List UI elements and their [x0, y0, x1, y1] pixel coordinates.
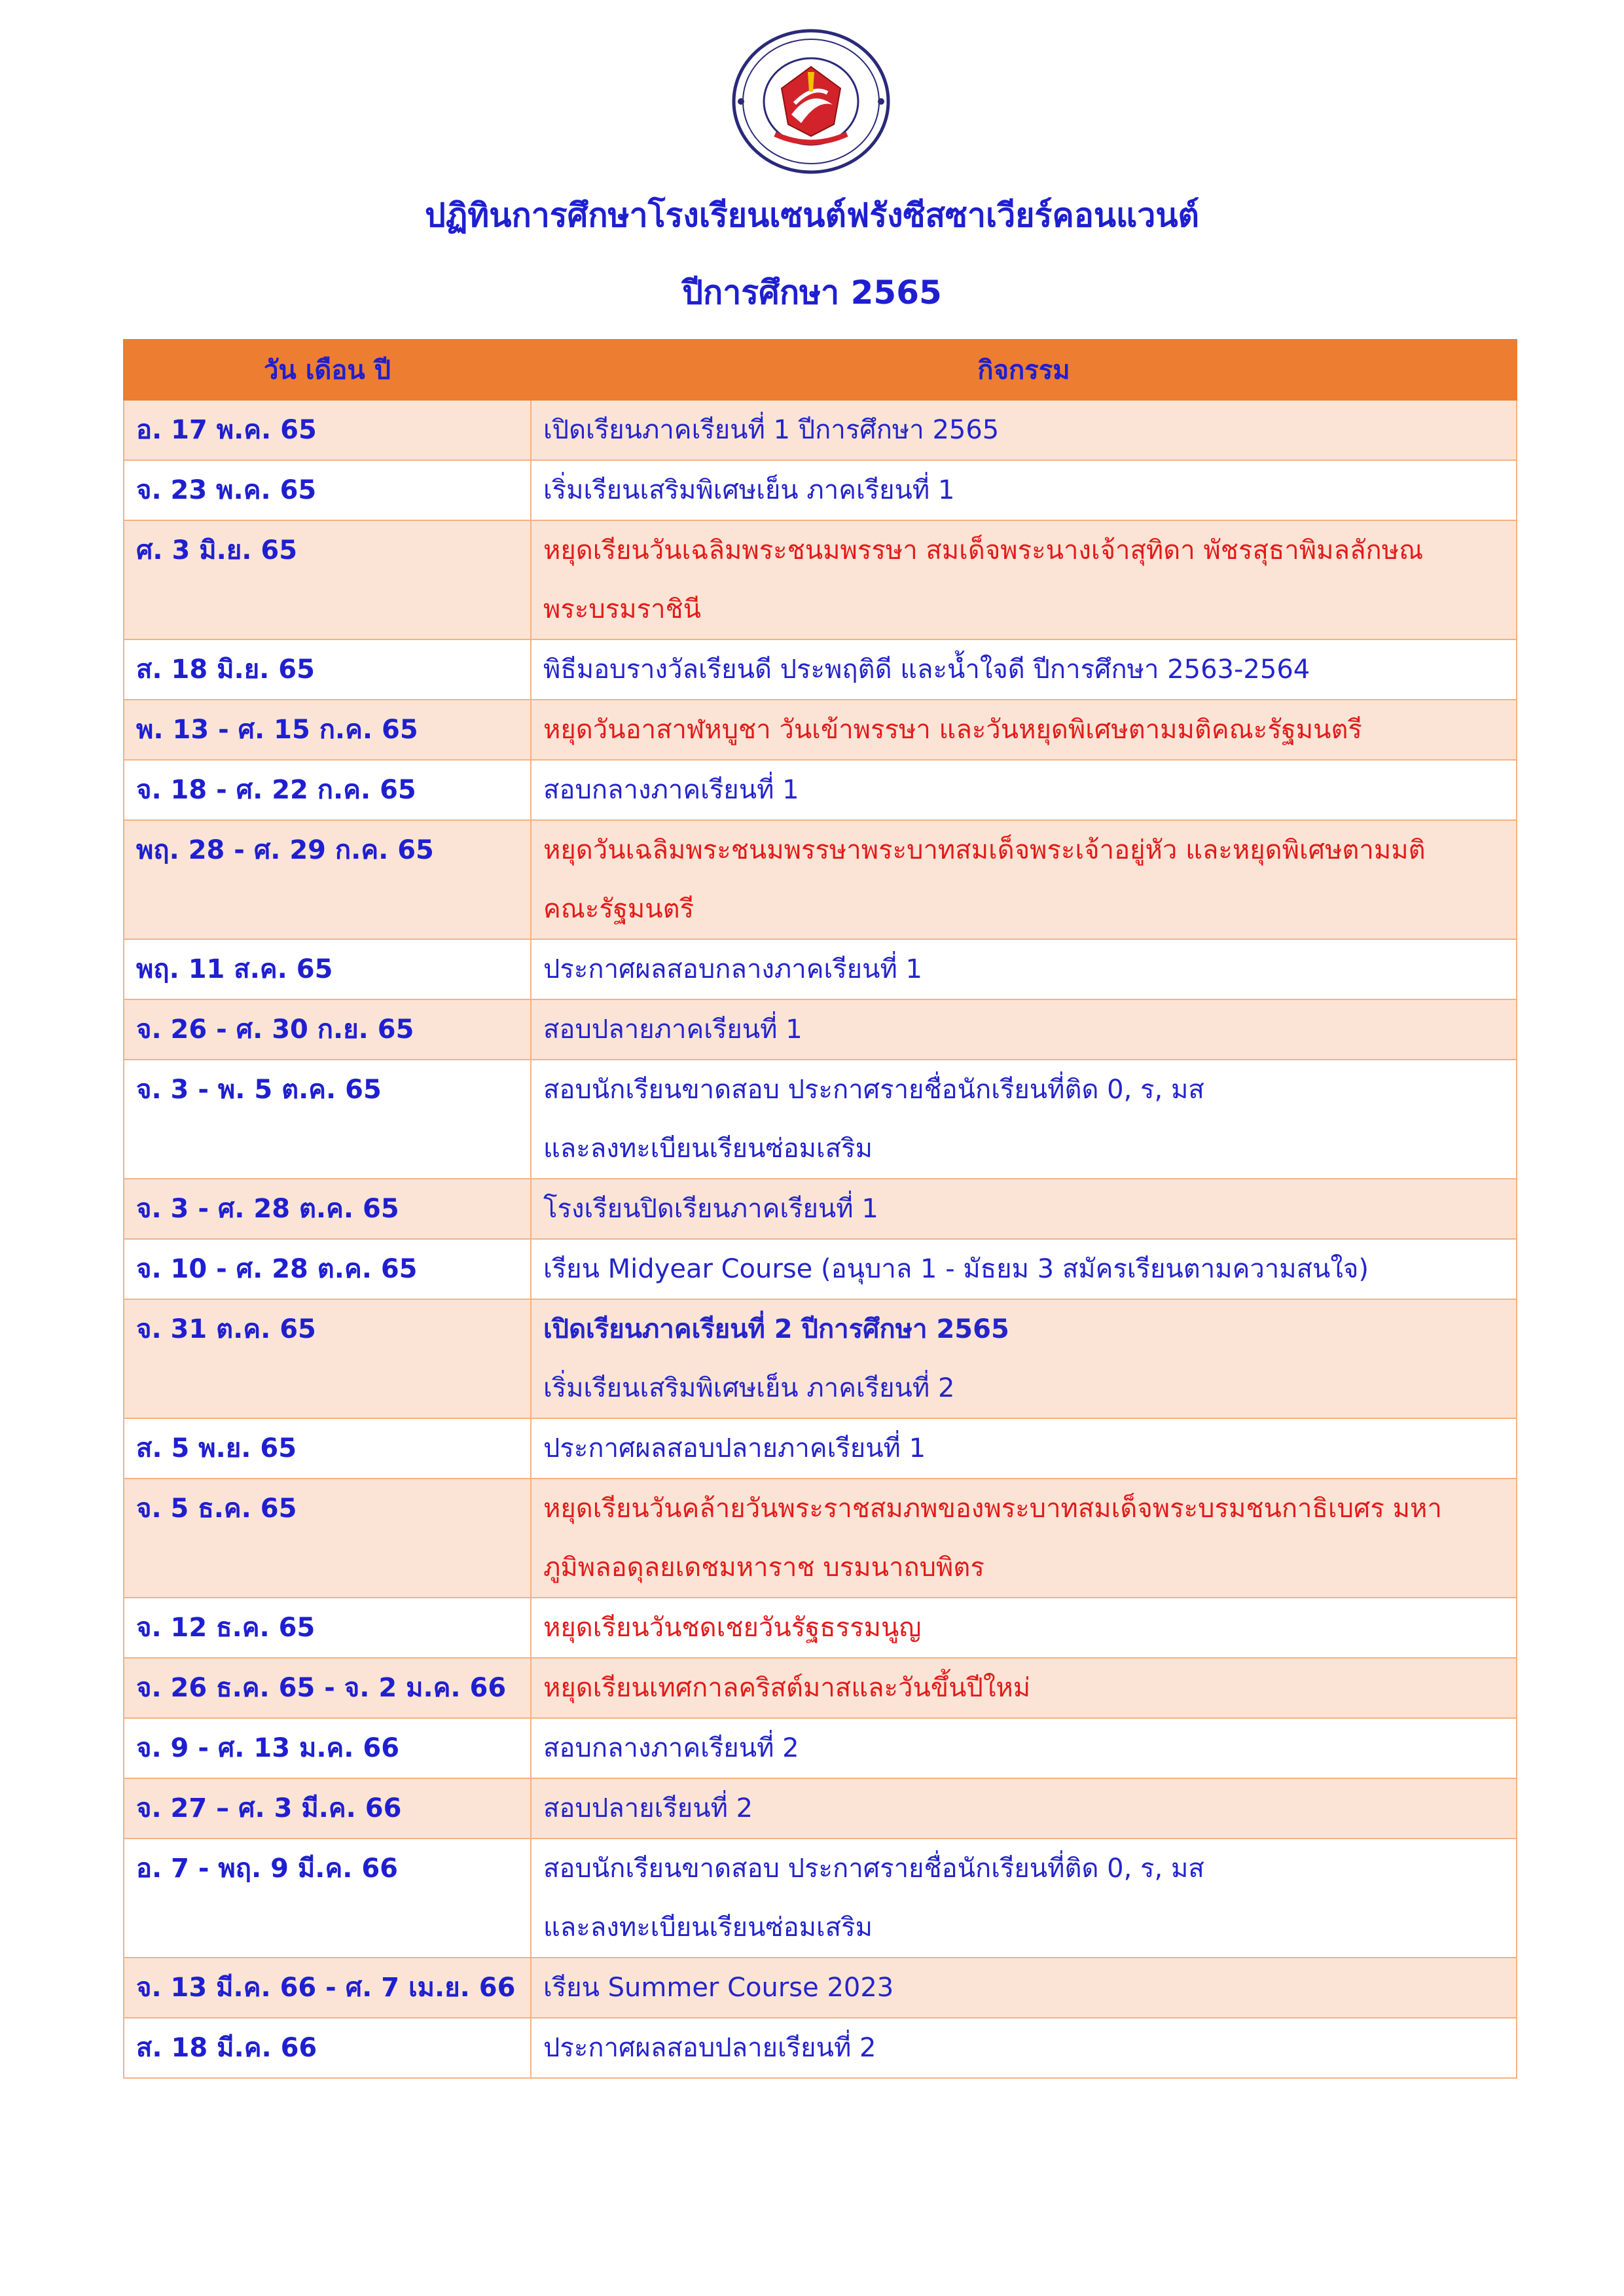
row-activity: [531, 820, 1517, 939]
row-activity: [531, 2018, 1517, 2078]
table-header-row: [124, 340, 1517, 400]
table-row: [124, 1658, 1517, 1718]
activity-line: หยุดเรียนวันคล้ายวันพระราชสมภพของพระบาทสมเด็จพระบรมชนกาธิเบศร มหา: [543, 1494, 1442, 1524]
row-date: พฤ. 11 ส.ค. 65: [124, 939, 531, 999]
row-date: พ. 13 - ศ. 15 ก.ค. 65: [124, 700, 531, 760]
row-activity: [531, 1060, 1517, 1179]
row-date: จ. 31 ต.ค. 65: [124, 1299, 531, 1418]
row-date: จ. 3 - ศ. 28 ต.ค. 65: [124, 1179, 531, 1239]
table-row: [124, 1299, 1517, 1418]
activity-line: เรียน Summer Course 2023: [543, 1973, 894, 2003]
activity-line: ประกาศผลสอบกลางภาคเรียนที่ 1: [543, 954, 922, 984]
row-activity: [531, 1479, 1517, 1598]
table-row: [124, 1239, 1517, 1299]
row-activity: [531, 939, 1517, 999]
row-activity: [531, 760, 1517, 820]
school-logo: [729, 26, 893, 177]
table-row: [124, 639, 1517, 700]
activity-line: หยุดเรียนวันเฉลิมพระชนมพรรษา สมเด็จพระนางเจ้าสุทิดา พัชรสุธาพิมลลักษณ: [543, 535, 1424, 565]
row-activity: [531, 400, 1517, 460]
row-activity: [531, 639, 1517, 700]
row-date: ส. 18 มี.ค. 66: [124, 2018, 531, 2078]
row-activity: [531, 1839, 1517, 1958]
activity-line: หยุดวันอาสาฬหบูชา วันเข้าพรรษา และวันหยุดพิเศษตามมติคณะรัฐมนตรี: [543, 715, 1362, 745]
row-activity: [531, 1958, 1517, 2018]
activity-line: สอบปลายภาคเรียนที่ 1: [543, 1014, 803, 1045]
table-row: [124, 760, 1517, 820]
activity-line: พระบรมราชินี: [543, 594, 702, 624]
activity-line: หยุดวันเฉลิมพระชนมพรรษาพระบาทสมเด็จพระเจ้าอยู่หัว และหยุดพิเศษตามมติ: [543, 835, 1426, 865]
table-row: [124, 460, 1517, 520]
activity-line: คณะรัฐมนตรี: [543, 894, 695, 924]
row-date: ส. 5 พ.ย. 65: [124, 1418, 531, 1479]
row-date: อ. 17 พ.ค. 65: [124, 400, 531, 460]
activity-line: สอบนักเรียนขาดสอบ ประกาศรายชื่อนักเรียนที่ติด 0, ร, มส: [543, 1854, 1204, 1884]
row-date: จ. 13 มี.ค. 66 - ศ. 7 เม.ย. 66: [124, 1958, 531, 2018]
activity-line: ประกาศผลสอบปลายภาคเรียนที่ 1: [543, 1433, 926, 1463]
column-header-date: วัน เดือน ปี: [124, 340, 531, 400]
activity-line: โรงเรียนปิดเรียนภาคเรียนที่ 1: [543, 1194, 878, 1224]
row-activity: [531, 999, 1517, 1060]
activity-line: เปิดเรียนภาคเรียนที่ 1 ปีการศึกษา 2565: [543, 415, 1000, 445]
table-row: [124, 820, 1517, 939]
row-activity: [531, 460, 1517, 520]
activity-line: เริ่มเรียนเสริมพิเศษเย็น ภาคเรียนที่ 2: [543, 1373, 955, 1403]
row-activity: [531, 1658, 1517, 1718]
table-row: [124, 1179, 1517, 1239]
table-row: [124, 1778, 1517, 1839]
page-title: ปฏิทินการศึกษาโรงเรียนเซนต์ฟรังซีสซาเวียร์คอนแวนต์: [425, 196, 1199, 234]
activity-line: เริ่มเรียนเสริมพิเศษเย็น ภาคเรียนที่ 1: [543, 475, 955, 505]
table-row: [124, 1060, 1517, 1179]
table-row: [124, 520, 1517, 639]
row-date: จ. 3 - พ. 5 ต.ค. 65: [124, 1060, 531, 1179]
activity-line: หยุดเรียนเทศกาลคริสต์มาสและวันขึ้นปีใหม่: [543, 1673, 1031, 1703]
activity-line: เปิดเรียนภาคเรียนที่ 2 ปีการศึกษา 2565: [543, 1314, 1009, 1344]
row-date: จ. 10 - ศ. 28 ต.ค. 65: [124, 1239, 531, 1299]
activity-line: สอบปลายเรียนที่ 2: [543, 1793, 753, 1823]
row-date: จ. 5 ธ.ค. 65: [124, 1479, 531, 1598]
row-date: จ. 18 - ศ. 22 ก.ค. 65: [124, 760, 531, 820]
activity-line: พิธีมอบรางวัลเรียนดี ประพฤติดี และน้ำใจดี ปีการศึกษา 2563-2564: [543, 655, 1310, 685]
row-activity: [531, 1718, 1517, 1778]
table-row: [124, 1598, 1517, 1658]
table-row: [124, 400, 1517, 460]
row-activity: [531, 520, 1517, 639]
table-row: [124, 999, 1517, 1060]
page-subtitle: ปีการศึกษา 2565: [682, 274, 942, 312]
table-row: [124, 700, 1517, 760]
row-activity: [531, 1299, 1517, 1418]
row-date: จ. 26 ธ.ค. 65 - จ. 2 ม.ค. 66: [124, 1658, 531, 1718]
table-row: [124, 1418, 1517, 1479]
activity-line: เรียน Midyear Course (อนุบาล 1 - มัธยม 3 สมัครเรียนตามความสนใจ): [543, 1254, 1369, 1284]
activity-line: หยุดเรียนวันชดเชยวันรัฐธรรมนูญ: [543, 1613, 922, 1643]
table-row: [124, 1958, 1517, 2018]
row-date: จ. 26 - ศ. 30 ก.ย. 65: [124, 999, 531, 1060]
row-activity: [531, 1598, 1517, 1658]
activity-line: และลงทะเบียนเรียนซ่อมเสริม: [543, 1134, 873, 1164]
row-date: ส. 18 มิ.ย. 65: [124, 639, 531, 700]
table-row: [124, 939, 1517, 999]
row-date: ศ. 3 มิ.ย. 65: [124, 520, 531, 639]
column-header-activity: กิจกรรม: [531, 340, 1517, 400]
row-activity: [531, 700, 1517, 760]
row-date: จ. 12 ธ.ค. 65: [124, 1598, 531, 1658]
table-row: [124, 1839, 1517, 1958]
row-activity: [531, 1778, 1517, 1839]
academic-calendar-table: [123, 339, 1517, 2079]
row-date: พฤ. 28 - ศ. 29 ก.ค. 65: [124, 820, 531, 939]
row-activity: [531, 1418, 1517, 1479]
row-date: จ. 23 พ.ค. 65: [124, 460, 531, 520]
row-date: จ. 27 – ศ. 3 มี.ค. 66: [124, 1778, 531, 1839]
row-activity: [531, 1179, 1517, 1239]
table-row: [124, 1479, 1517, 1598]
activity-line: ประกาศผลสอบปลายเรียนที่ 2: [543, 2033, 876, 2063]
table-row: [124, 1718, 1517, 1778]
table-row: [124, 2018, 1517, 2078]
activity-line: สอบกลางภาคเรียนที่ 1: [543, 775, 799, 805]
calendar-rows: [124, 400, 1517, 2078]
row-activity: [531, 1239, 1517, 1299]
activity-line: สอบกลางภาคเรียนที่ 2: [543, 1733, 799, 1763]
row-date: อ. 7 - พฤ. 9 มี.ค. 66: [124, 1839, 531, 1958]
activity-line: และลงทะเบียนเรียนซ่อมเสริม: [543, 1912, 873, 1943]
row-date: จ. 9 - ศ. 13 ม.ค. 66: [124, 1718, 531, 1778]
activity-line: ภูมิพลอดุลยเดชมหาราช บรมนาถบพิตร: [543, 1552, 984, 1583]
activity-line: สอบนักเรียนขาดสอบ ประกาศรายชื่อนักเรียนที่ติด 0, ร, มส: [543, 1075, 1204, 1105]
